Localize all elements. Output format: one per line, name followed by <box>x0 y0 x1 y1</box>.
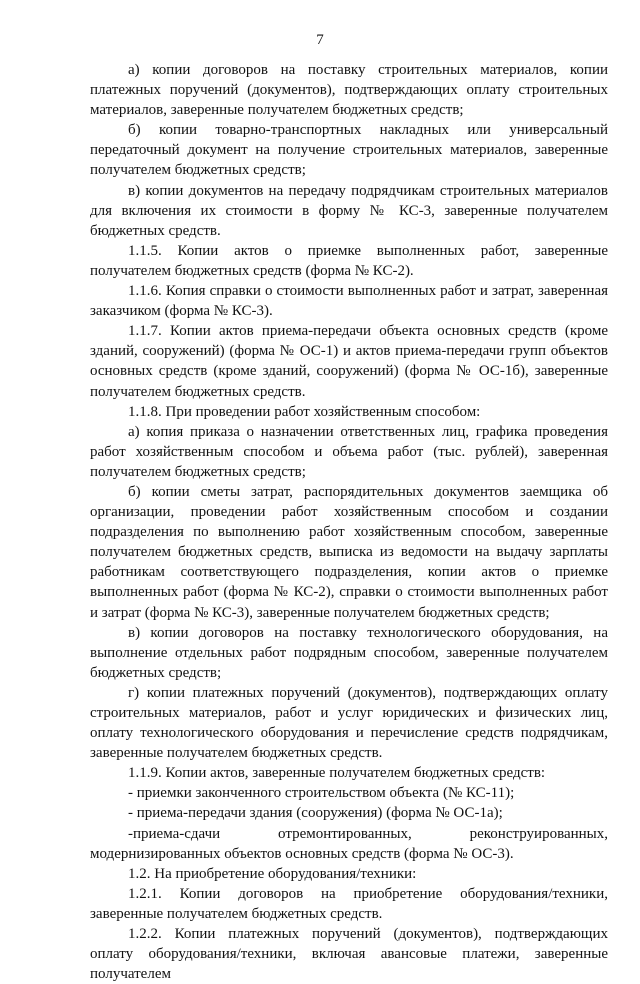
paragraph: а) копии договоров на поставку строительных материалов, копии платежных поручений (документов), подтверждающих оплату строительных материалов, заверенные получателем бюджетных средств; <box>90 62 608 119</box>
paragraph: 1.1.5. Копии актов о приемке выполненных работ, заверенные получателем бюджетных средств (форма № КС-2). <box>90 242 608 279</box>
paragraph: а) копия приказа о назначении ответственных лиц, графика проведения работ хозяйственным способом и объема работ (тыс. рублей), заверенная получателем бюджетных средств; <box>90 423 608 480</box>
paragraph: в) копии документов на передачу подрядчикам строительных материалов для включения их стоимости в форму № КС-3, заверенные получателем бюджетных средств. <box>90 182 608 239</box>
paragraph: в) копии договоров на поставку технологического оборудования, на выполнение отдельных работ подрядным способом, заверенные получателем бюджетных средств; <box>90 624 608 681</box>
paragraph: 1.2.2. Копии платежных поручений (документов), подтверждающих оплату оборудования/техники, включая авансовые платежи, заверенные получателем <box>90 926 608 983</box>
paragraph: б) копии товарно-транспортных накладных или универсальный передаточный документ на получение строительных материалов, заверенные получателем бюджетных средств; <box>90 122 608 179</box>
paragraph: 1.2. На приобретение оборудования/техники: <box>128 865 417 882</box>
list-item: - приемки законченного строительством объекта (№ КС-11); <box>128 785 515 802</box>
list-item: - приема-передачи здания (сооружения) (форма № ОС-1а); <box>128 805 503 822</box>
list-item: -приема-сдачи отремонтированных, реконструированных, модернизированных объектов основных средств (форма № ОС-3). <box>90 825 608 862</box>
page-number: 7 <box>316 32 324 48</box>
paragraph: 1.1.8. При проведении работ хозяйственным способом: <box>128 403 481 420</box>
paragraph: б) копии сметы затрат, распорядительных документов заемщика об организации, проведении работ хозяйственным способом и создании подразделения по выполнению работ хозяйственным способом, заверенные получателем бюджетных средств, выписка из ведомости на выдачу зарплаты работникам соответствующего подразделения, копии актов о приемке выполненных работ (форма № КС-2), справки о стоимости выполненных работ и затрат (форма № КС-3), заверенные получателем бюджетных средств; <box>90 483 608 621</box>
paragraph: 1.2.1. Копии договоров на приобретение оборудования/техники, заверенные получателем бюджетных средств. <box>90 885 608 922</box>
paragraph: 1.1.7. Копии актов приема-передачи объекта основных средств (кроме зданий, сооружений) (форма № ОС-1) и актов приема-передачи групп объектов основных средств (кроме зданий, сооружений) (форма № ОС-1б), заверенные получателем бюджетных средств. <box>90 323 608 400</box>
paragraph: 1.1.6. Копия справки о стоимости выполненных работ и затрат, заверенная заказчиком (форма № КС-3). <box>90 283 608 320</box>
paragraph: 1.1.9. Копии актов, заверенные получателем бюджетных средств: <box>128 765 546 782</box>
document-body <box>90 60 608 984</box>
paragraph: г) копии платежных поручений (документов), подтверждающих оплату строительных материалов, работ и услуг юридических и физических лиц, оплату технологического оборудования и перечисление средств подрядчикам, заверенные получателем бюджетных средств. <box>90 684 608 762</box>
